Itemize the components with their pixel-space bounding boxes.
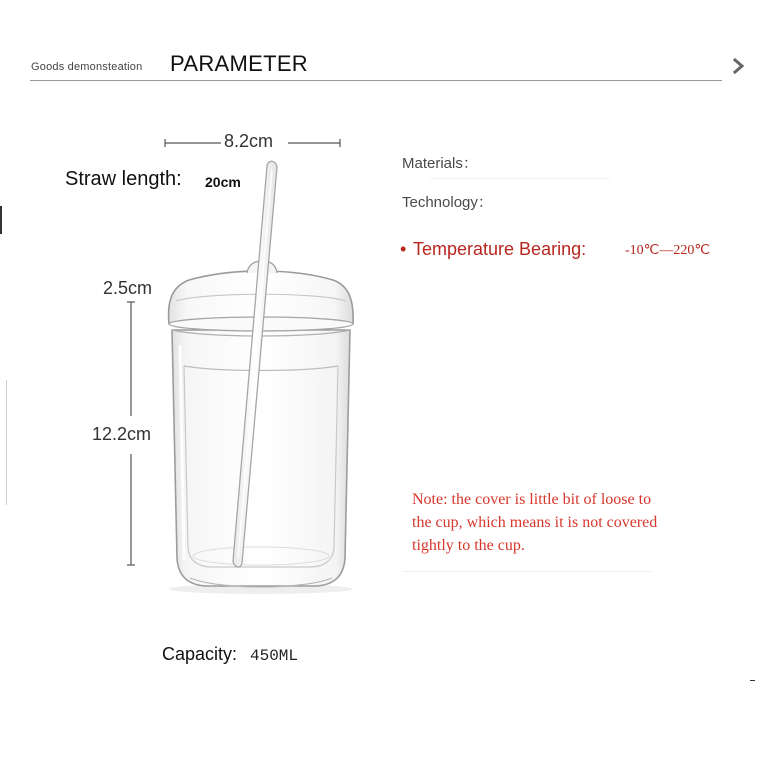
edge-mark-light	[6, 380, 7, 505]
header-divider	[30, 80, 722, 81]
capacity-value: 450ML	[250, 647, 299, 665]
note-line: the cup, which means it is not covered	[412, 514, 658, 531]
technology-label: Technology：	[402, 194, 493, 211]
lid-height-dimension-label: 2.5cm	[103, 278, 153, 298]
faint-divider	[430, 178, 610, 179]
note-line: Note: the cover is little bit of loose to	[412, 491, 652, 508]
temperature-bearing-label: Temperature Bearing:	[413, 239, 587, 259]
stray-dash-mark	[750, 680, 755, 681]
header-subtitle: Goods demonsteation	[31, 61, 143, 73]
capacity-label: Capacity:	[162, 644, 238, 664]
note-line: tightly to the cup.	[412, 537, 525, 554]
temperature-bullet: •	[400, 239, 407, 259]
temperature-bearing-value: -10℃—220℃	[625, 243, 711, 258]
page-title: PARAMETER	[170, 51, 308, 76]
straw-length-value: 20cm	[205, 174, 241, 190]
chevron-right-icon[interactable]	[731, 57, 747, 75]
straw-length-label: Straw length:	[65, 168, 182, 190]
faint-divider	[402, 571, 652, 572]
body-height-dimension-label: 12.2cm	[92, 424, 152, 444]
edge-mark-dark	[0, 206, 2, 234]
materials-label: Materials：	[402, 155, 478, 172]
width-dimension-label: 8.2cm	[224, 131, 274, 151]
